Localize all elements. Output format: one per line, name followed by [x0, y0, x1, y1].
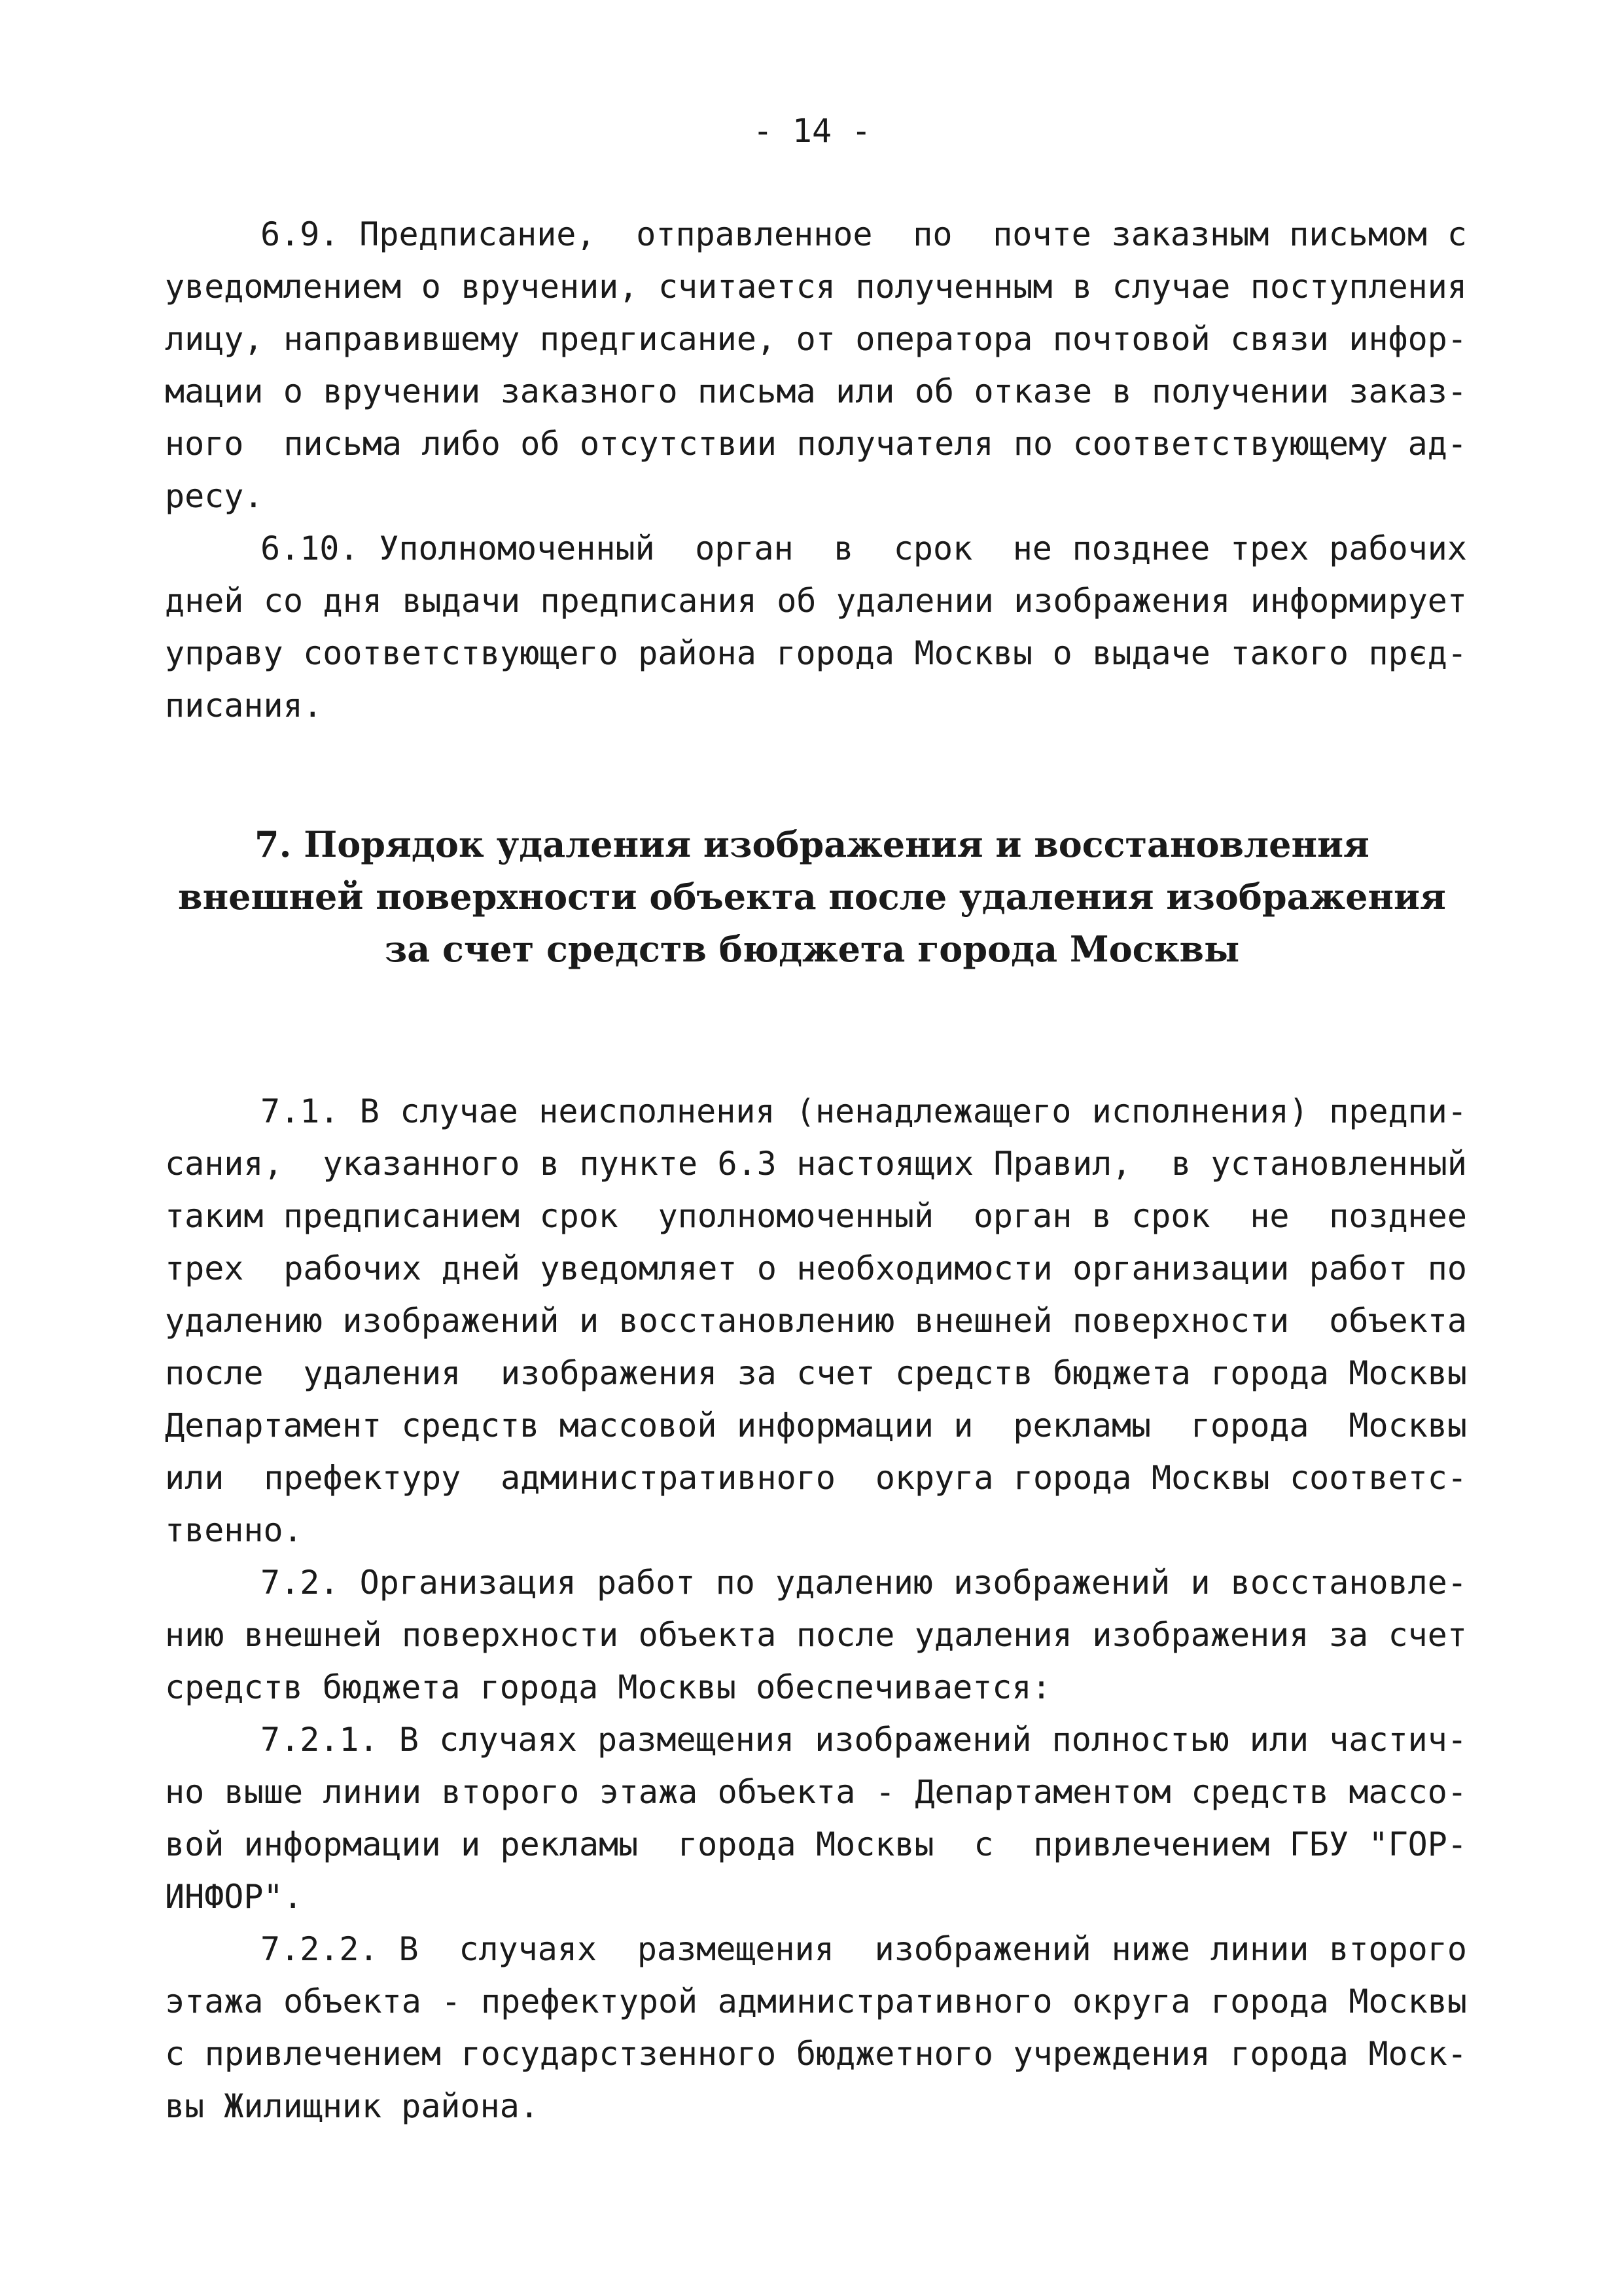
- text-line: ИНФОР".: [165, 1878, 303, 1916]
- paragraph-6-10: [165, 522, 1467, 732]
- page-number: - 14 -: [752, 112, 872, 150]
- text-line: вы Жилищник района.: [165, 2087, 539, 2125]
- text-line: Департамент средств массовой информации и рекламы города Москвы: [165, 1407, 1467, 1444]
- text-line: ного письма либо об отсутствии получателя по соответствующему ад-: [165, 425, 1467, 463]
- text-line: 7.2.2. В случаях размещения изображений ниже линии второго: [260, 1930, 1467, 1968]
- text-line: 6.9. Предписание, отправленное по почте заказным письмом с: [260, 215, 1467, 253]
- text-line: мации о вручении заказного письма или об отказе в получении заказ-: [165, 372, 1467, 410]
- text-line: сания, указанного в пункте 6.3 настоящих Правил, в установленный: [165, 1145, 1467, 1183]
- paragraph-6-9: [165, 208, 1467, 522]
- text-line: удалению изображений и восстановлению внешней поверхности объекта: [165, 1302, 1467, 1340]
- text-line: таким предписанием срок уполномоченный орган в срок не позднее: [165, 1197, 1467, 1235]
- text-line: ресу.: [165, 477, 264, 515]
- heading-line: 7. Порядок удаления изображения и восстановления: [255, 823, 1369, 865]
- text-line: уведомлением о вручении, считается полученным в случае поступления: [165, 268, 1467, 306]
- text-line: трех рабочих дней уведомляет о необходимости организации работ по: [165, 1249, 1467, 1287]
- text-line: или префектуру административного округа города Москвы соответс-: [165, 1459, 1467, 1497]
- section-heading: [0, 818, 1624, 975]
- text-line: 7.1. В случае неисполнения (ненадлежащего исполнения) предпи-: [260, 1092, 1467, 1130]
- paragraph-7-2-2: [165, 1923, 1467, 2132]
- paragraph-7-2: [165, 1556, 1467, 1713]
- text-line: управу соответствующего района города Москвы о выдаче такого прєд-: [165, 634, 1467, 672]
- paragraph-7-2-1: [165, 1713, 1467, 1923]
- text-line: 7.2.1. В случаях размещения изображений полностью или частич-: [260, 1721, 1467, 1759]
- text-line: но выше линии второго этажа объекта - Департаментом средств массо-: [165, 1773, 1467, 1811]
- text-line: этажа объекта - префектурой административного округа города Москвы: [165, 1982, 1467, 2020]
- text-line: нию внешней поверхности объекта после удаления изображения за счет: [165, 1616, 1467, 1654]
- heading-line: за счет средств бюджета города Москвы: [384, 928, 1240, 970]
- text-line: дней со дня выдачи предписания об удалении изображения информирует: [165, 582, 1467, 620]
- text-line: твенно.: [165, 1511, 303, 1549]
- text-line: вой информации и рекламы города Москвы с привлечением ГБУ "ГОР-: [165, 1825, 1467, 1863]
- text-line: средств бюджета города Москвы обеспечивается:: [165, 1668, 1051, 1706]
- text-line: 6.10. Уполномоченный орган в срок не позднее трех рабочих: [260, 529, 1467, 567]
- text-line: с привлечением государстзенного бюджетного учреждения города Моск-: [165, 2035, 1467, 2073]
- text-line: лицу, направившему предгисание, от оператора почтовой связи инфор-: [165, 320, 1467, 358]
- heading-line: внешней поверхности объекта после удаления изображения: [178, 876, 1446, 918]
- text-line: после удаления изображения за счет средств бюджета города Москвы: [165, 1354, 1467, 1392]
- text-line: писания.: [165, 687, 323, 725]
- text-line: 7.2. Организация работ по удалению изображений и восстановле-: [260, 1564, 1467, 1602]
- paragraph-7-1: [165, 1085, 1467, 1556]
